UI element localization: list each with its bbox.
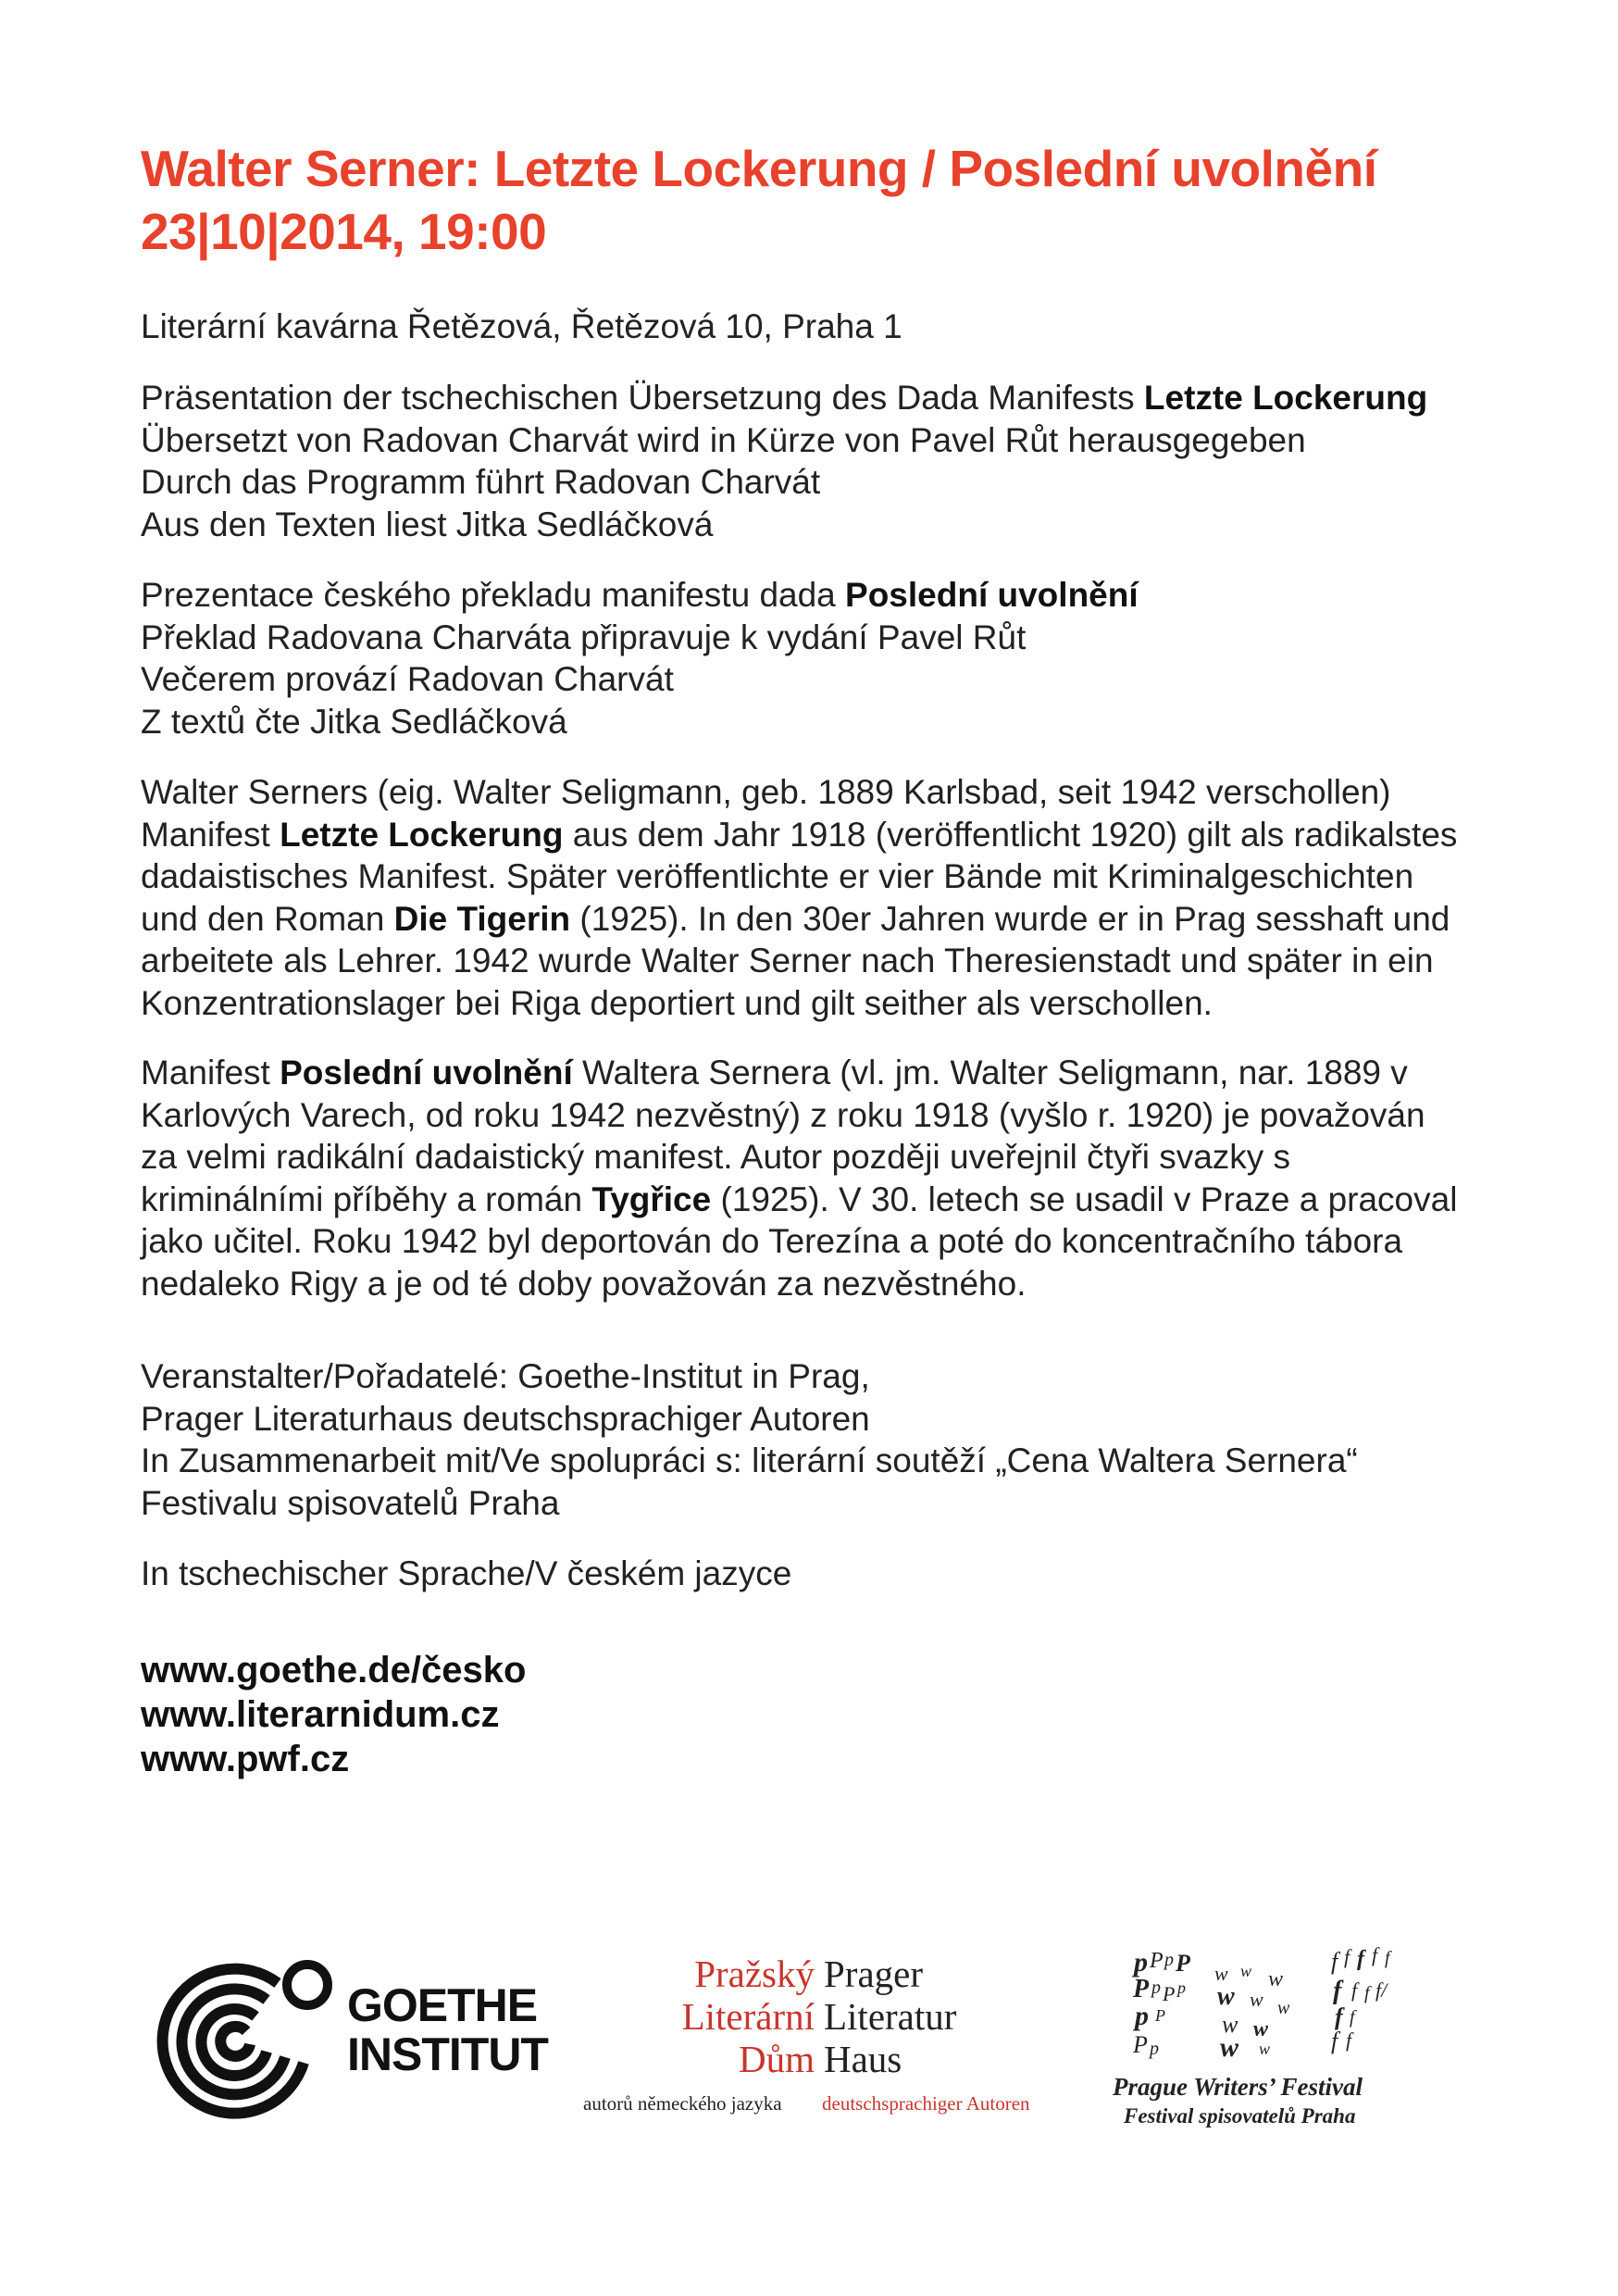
svg-text:f: f [1372, 1943, 1378, 1966]
organizers-block [141, 1355, 1548, 1524]
text-line: Překlad Radovana Charváta připravuje k vydání Pavel Růt [141, 618, 1027, 656]
pld-black-word: Haus [824, 2038, 902, 2080]
event-title-line: Walter Serner: Letzte Lockerung / Poslední uvolnění [141, 140, 1377, 197]
svg-text:w: w [1277, 1998, 1290, 2018]
text-segment: kriminálními příběhy a román [141, 1179, 592, 1218]
svg-text:f: f [1333, 1977, 1342, 2005]
czech-biography [141, 1052, 1548, 1304]
svg-text:w: w [1268, 1967, 1284, 1991]
pwf-letter-collage-icon [1129, 1940, 1407, 2065]
goethe-institut-logo [139, 1944, 555, 2129]
venue [141, 306, 1548, 348]
language-note [141, 1553, 1548, 1595]
svg-text:f: f [1331, 2028, 1338, 2054]
svg-text:p: p [1177, 1978, 1186, 1997]
svg-text:f: f [1335, 2003, 1343, 2030]
text-line: Večerem provází Radovan Charvát [141, 660, 674, 698]
text-line: arbeitete als Lehrer. 1942 wurde Walter Serner nach Theresienstadt und später in ein [141, 942, 1434, 980]
svg-text:w: w [1217, 1982, 1235, 2011]
text-line: In Zusammenarbeit mit/Ve spolupráci s: literární soutěží „Cena Waltera Sernera“ [141, 1441, 1358, 1479]
svg-text:p: p [1134, 1947, 1148, 1978]
svg-text:w: w [1222, 2011, 1238, 2038]
svg-text:w: w [1214, 1962, 1228, 1985]
event-date-time: 23|10|2014, 19:00 [141, 203, 547, 260]
text-line: Walter Serners (eig. Walter Seligmann, geb. 1889 Karlsbad, seit 1942 verschollen) [141, 773, 1391, 811]
text-line: Karlových Varech, od roku 1942 nezvěstný) z roku 1918 (vyšlo r. 1920) je považován [141, 1095, 1425, 1134]
svg-text:f/: f/ [1375, 1978, 1388, 2002]
pld-black-word: Literatur [824, 1995, 957, 2038]
german-presentation-block [141, 377, 1548, 545]
svg-text:P: P [1155, 2006, 1165, 2025]
link-goethe[interactable]: www.goethe.de/česko [141, 1650, 527, 1691]
text-line [141, 1179, 1548, 1221]
website-links [141, 1648, 526, 1781]
svg-text:w: w [1220, 2032, 1239, 2063]
text-segment: und den Roman [141, 899, 394, 938]
text-segment: Manifest [141, 815, 280, 854]
text-line: Festivalu spisovatelů Praha [141, 1483, 560, 1522]
text-line: Durch das Programm führt Radovan Charvát [141, 463, 821, 501]
text-segment: (1925). In den 30er Jahren wurde er in Prag sesshaft und [570, 899, 1450, 938]
svg-text:w: w [1253, 2017, 1269, 2041]
goethe-word: GOETHE [347, 1979, 538, 2031]
svg-text:P: P [1163, 1982, 1176, 2005]
pld-red-word: Pražský [694, 1953, 815, 1995]
text-segment: Präsentation der tschechischen Übersetzung des Dada Manifests [141, 379, 1144, 417]
book-title: Letzte Lockerung [280, 815, 564, 854]
text-segment: Waltera Sernera (vl. jm. Walter Seligmann, nar. 1889 v [572, 1054, 1408, 1092]
institut-word: INSTITUT [347, 2028, 548, 2080]
book-title: Letzte Lockerung [1143, 379, 1428, 417]
svg-text:p: p [1164, 1950, 1174, 1970]
pld-black-word: Prager [824, 1953, 924, 1995]
text-line: nedaleko Rigy a je od té doby považován za nezvěstného. [141, 1264, 1027, 1303]
text-line [141, 898, 1548, 941]
text-line: Übersetzt von Radovan Charvát wird in Kürze von Pavel Růt herausgegeben [141, 420, 1306, 459]
czech-presentation-block [141, 574, 1548, 742]
text-line: Konzentrationslager bei Riga deportiert und gilt seither als verschollen. [141, 983, 1213, 1022]
book-title: Die Tigerin [393, 899, 571, 938]
svg-text:w: w [1250, 1988, 1263, 2011]
text-line [141, 1052, 1548, 1094]
text-line: Veranstalter/Pořadatelé: Goethe-Institut in Prag, [141, 1357, 870, 1395]
svg-text:w: w [1240, 1962, 1252, 1980]
svg-text:f: f [1351, 1978, 1358, 2002]
pld-subtitle-czech: autorů německého jazyka [583, 2092, 782, 2115]
pld-subtitle-german: deutschsprachiger Autoren [822, 2092, 1030, 2115]
text-line [141, 814, 1548, 856]
text-line [141, 574, 1548, 617]
svg-text:P: P [1133, 2031, 1148, 2058]
pld-red-word: Literární [681, 1995, 815, 2038]
link-literarnidum[interactable]: www.literarnidum.cz [141, 1694, 500, 1735]
text-segment: aus dem Jahr 1918 (veröffentlicht 1920) gilt als radikalstes [563, 815, 1458, 854]
svg-text:P: P [1150, 1949, 1164, 1973]
prager-literaturhaus-logo [574, 1953, 1055, 2129]
book-title: Poslední uvolnění [280, 1054, 573, 1092]
svg-text:P: P [1133, 1975, 1150, 2003]
book-title: Tygřice [591, 1179, 712, 1218]
pwf-title: Prague Writers’ Festival [1113, 2073, 1363, 2101]
goethe-wordmark [347, 1981, 548, 2079]
text-line: Aus den Texten liest Jitka Sedláčková [141, 505, 714, 543]
text-line: Z textů čte Jitka Sedláčková [141, 702, 567, 741]
text-line: dadaistisches Manifest. Später veröffentlichte er vier Bände mit Kriminalgeschichten [141, 857, 1414, 895]
german-biography [141, 771, 1548, 1024]
book-title: Poslední uvolnění [845, 576, 1139, 614]
text-segment: Manifest [141, 1054, 280, 1092]
venue-address: Literární kavárna Řetězová, Řetězová 10, Praha 1 [141, 307, 902, 345]
svg-text:p: p [1150, 2039, 1159, 2059]
svg-text:f: f [1385, 1948, 1390, 1968]
svg-text:f: f [1346, 2028, 1352, 2052]
text-line [141, 377, 1548, 419]
svg-text:f: f [1331, 1948, 1338, 1975]
text-line: jako učitel. Roku 1942 byl deportován do Terezína a poté do koncentračního tábora [141, 1222, 1403, 1260]
goethe-spiral-icon [139, 1944, 338, 2129]
svg-text:f: f [1344, 1945, 1350, 1968]
svg-text:P: P [1176, 1950, 1190, 1977]
pwf-subtitle: Festival spisovatelů Praha [1124, 2104, 1356, 2128]
svg-text:p: p [1151, 1978, 1161, 1998]
link-pwf[interactable]: www.pwf.cz [141, 1739, 350, 1779]
text-line: Prager Literaturhaus deutschsprachiger Autoren [141, 1399, 870, 1438]
svg-text:f: f [1357, 1947, 1364, 1971]
svg-text:p: p [1135, 2001, 1149, 2031]
text-segment: (1925). V 30. letech se usadil v Praze a pracoval [711, 1179, 1458, 1218]
pld-red-word: Dům [739, 2038, 815, 2080]
svg-text:f: f [1364, 1983, 1370, 2003]
svg-text:w: w [1259, 2040, 1271, 2058]
prague-writers-festival-logo [1101, 1940, 1444, 2139]
svg-text:f: f [1350, 2007, 1355, 2028]
text-line: In tschechischer Sprache/V českém jazyce [141, 1554, 792, 1592]
text-segment: Prezentace českého překladu manifestu dada [141, 576, 846, 614]
event-title [141, 137, 1529, 263]
text-line: za velmi radikální dadaistický manifest. Autor později uveřejnil čtyři svazky s [141, 1138, 1291, 1176]
